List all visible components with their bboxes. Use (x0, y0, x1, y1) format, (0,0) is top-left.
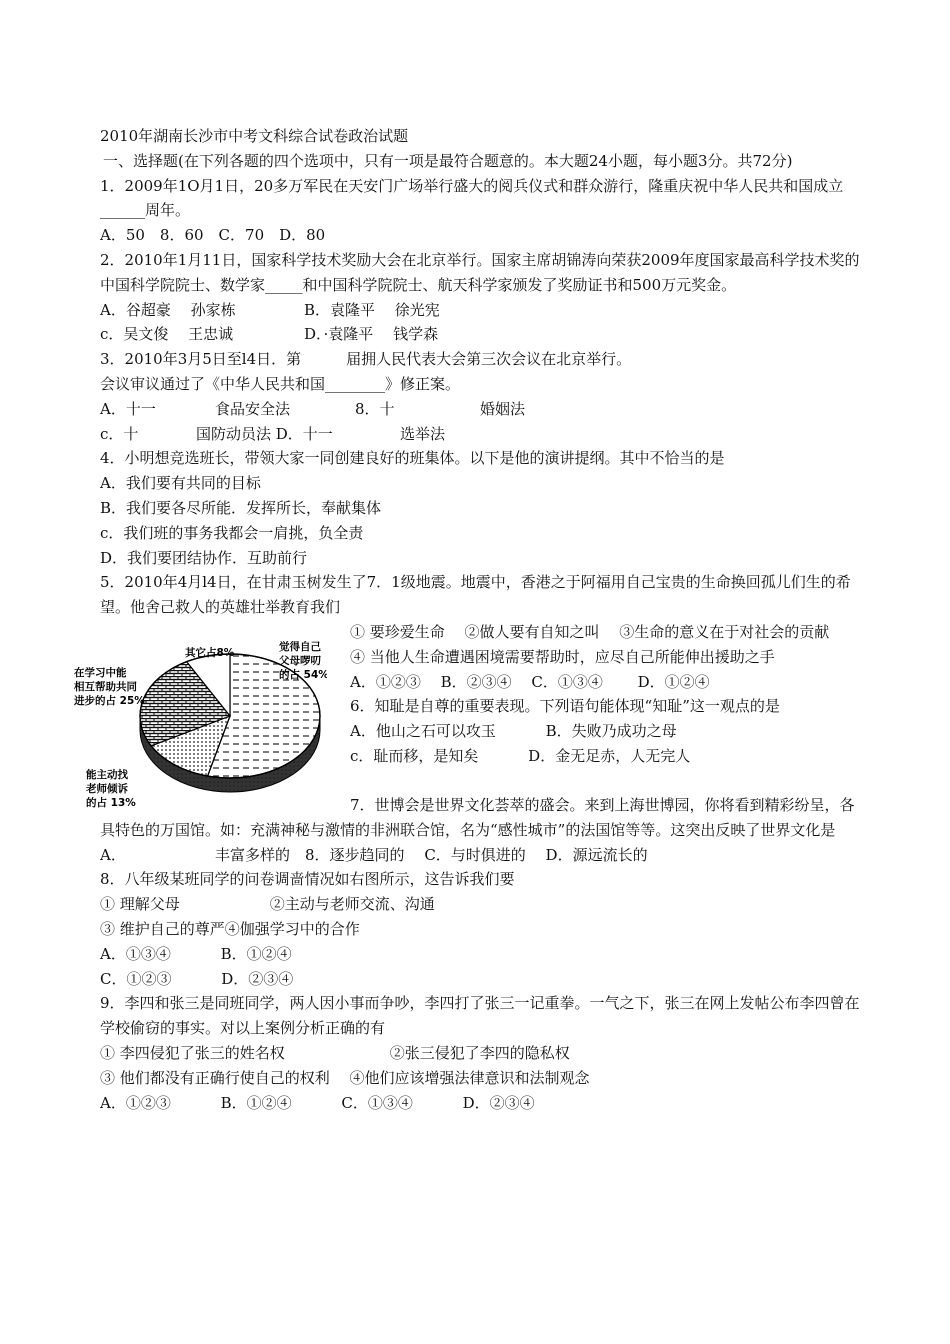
q1-stem: 1．2009年1O月1日，20多万军民在天安门广场举行盛大的阅兵仪式和群众游行，隆重庆祝中华人民共和国成立______周年。 (100, 176, 844, 220)
pie-label-parents (279, 640, 327, 681)
q5-items-2: ④ 当他人生命遭遇困境需要帮助时，应尽自己所能伸出援助之手 (350, 647, 775, 666)
exam-title: 2010年湖南长沙市中考文科综合试卷政治试题 (100, 127, 409, 145)
q7-options-rest: 丰富多样的 8．逐步趋同的 C．与时俱进的 D．源远流长的 (215, 845, 648, 864)
other-label: 其它占8% (185, 646, 235, 659)
pie-svg (72, 628, 327, 813)
parents-label-line1: 觉得自己 (279, 640, 321, 653)
teacher-label-line1: 能主动找 (86, 768, 128, 781)
q2-option-c: c．吴文俊 王忠诚 (100, 325, 234, 344)
q2-option-d: D．·袁隆平 钱学森 (304, 325, 439, 344)
q4-option-a: A．我们要有共同的目标 (100, 474, 261, 493)
figure-block (74, 620, 860, 809)
parents-label-line3: 的占 54% (279, 668, 327, 681)
parents-label-line2: 父母啰叨 (279, 654, 321, 667)
q5-options: A．①②③ B．②③④ C．①③④ D．①②④ (350, 672, 710, 691)
q2-options-row1 (100, 298, 860, 323)
q3-option-a-text: 食品安全法 (215, 399, 291, 418)
q8-items-34: ③ 维护自己的尊严④伽强学习中的合作 (100, 919, 360, 938)
q8-options-cd: C．①②③ D．②③④ (100, 969, 294, 988)
q3-option-d-text: 选举法 (400, 424, 446, 443)
q3-stem-1: 3．2010年3月5日至l4日．第 届拥人民代表大会第三次会议在北京举行。 (100, 350, 632, 369)
q5-q7-right-column (350, 620, 860, 769)
teacher-label-line2: 老师倾诉 (86, 782, 128, 795)
q4-option-b: B．我们要各尽所能．发挥所长，奉献集体 (100, 498, 382, 517)
exam-page (74, 124, 860, 1115)
q6-options-ab: A．他山之石可以攻玉 B．失败乃成功之母 (350, 722, 677, 741)
q9-items-12: ① 李四侵犯了张三的姓名权 ②张三侵犯了李四的隐私权 (100, 1043, 570, 1062)
pie-label-study (73, 666, 145, 707)
q3-option-c-num: c．十 (100, 424, 139, 443)
q5-items-1: ① 要珍爱生命 ②做人要有自知之叫 ③生命的意义在于对社会的贡献 (350, 622, 830, 641)
q3-option-b-num: 8．十 (355, 399, 395, 418)
q8-items-12: ① 理解父母 ②主动与老师交流、沟通 (100, 895, 435, 914)
q2-stem: 2．2010年1月11日，国家科学技术奖励大会在北京举行。国家主席胡锦涛向荣获2009年度国家最高科学技术奖的中国科学院院士、数学家_____和中国科学院院士、航天科学家颁发了奖励证书和500万元奖金。 (100, 250, 860, 294)
q4-option-d: D．我们要团结协作．互助前行 (100, 548, 308, 567)
q9-options: A．①②③ B．①②④ C．①③④ D．②③④ (100, 1093, 535, 1112)
q7-option-a-label: A． (100, 845, 126, 864)
q3-stem-2: 会议审议通过了《中华人民共和国________》修正案。 (100, 374, 461, 393)
teacher-label-line3: 的占 13% (86, 796, 136, 809)
q3-option-b-text: 婚姻法 (480, 399, 526, 418)
q2-option-a: A．谷超豪 孙家栋 (100, 300, 236, 319)
q5-stem: 5．2010年4月l4日，在甘肃玉树发生了7．1级地震。地震中，香港之于阿福用自己宝贵的生命换回孤儿们生的希望。他舍己救人的英雄壮举教育我们 (100, 573, 851, 617)
study-label-line3: 进步的占 25% (74, 694, 145, 707)
q8-options-ab: A．①③④ B．①②④ (100, 944, 292, 963)
q3-options-row1 (100, 397, 860, 422)
q2-options-row2 (100, 322, 860, 347)
q3-options-row2 (100, 422, 860, 447)
q3-option-a-num: A．十一 (100, 399, 156, 418)
q6-stem: 6．知耻是自尊的重要表现。下列语句能体现“知耻”这一观点的是 (350, 697, 780, 716)
q3-option-c-text: 国防动员法 D．十一 (196, 424, 333, 443)
survey-pie-chart (72, 628, 327, 813)
q8-stem: 8．八年级某班同学的问卷调啬情况如右图所示，这告诉我们要 (100, 870, 515, 889)
section-header: 一、选择题(在下列各题的四个选项中，只有一项是最符合题意的。本大题24小题，每小题3分。共72分) (103, 151, 793, 170)
q1-options: A．50 8．60 C．70 D．80 (100, 226, 326, 245)
study-label-line2: 相互帮助共同 (74, 680, 137, 693)
q4-option-c: c．我们班的事务我都会一肩挑，负全责 (100, 523, 364, 542)
q4-stem: 4．小明想竞选班长，带领大家一同创建良好的班集体。以下是他的演讲提纲。其中不恰当的是 (100, 449, 725, 468)
study-label-line1: 在学习中能 (74, 666, 127, 679)
q2-option-b: B．袁隆平 徐光宪 (304, 300, 440, 319)
q9-stem: 9．李四和张三是同班同学，两人因小事而争吵，李四打了张三一记重拳。一气之下，张三在网上发帖公布李四曾在学校偷窃的事实。对以上案例分析正确的有 (100, 994, 860, 1038)
pie-label-teacher (85, 768, 136, 809)
q9-items-34: ③ 他们都没有正确行使自己的权利 ④他们应该增强法律意识和法制观念 (100, 1068, 590, 1087)
q7-stem: 7．世博会是世界文化荟萃的盛会。来到上海世博园，你将看到精彩纷呈，各具特色的万国馆。如：充满神秘与激情的非洲联合馆，名为“感性城市”的法国馆等等。这突出反映了世界文化是 (100, 795, 855, 839)
q6-options-cd: c．耻而移，是知矣 D．金无足赤，人无完人 (350, 746, 691, 765)
q7-options (100, 843, 860, 868)
